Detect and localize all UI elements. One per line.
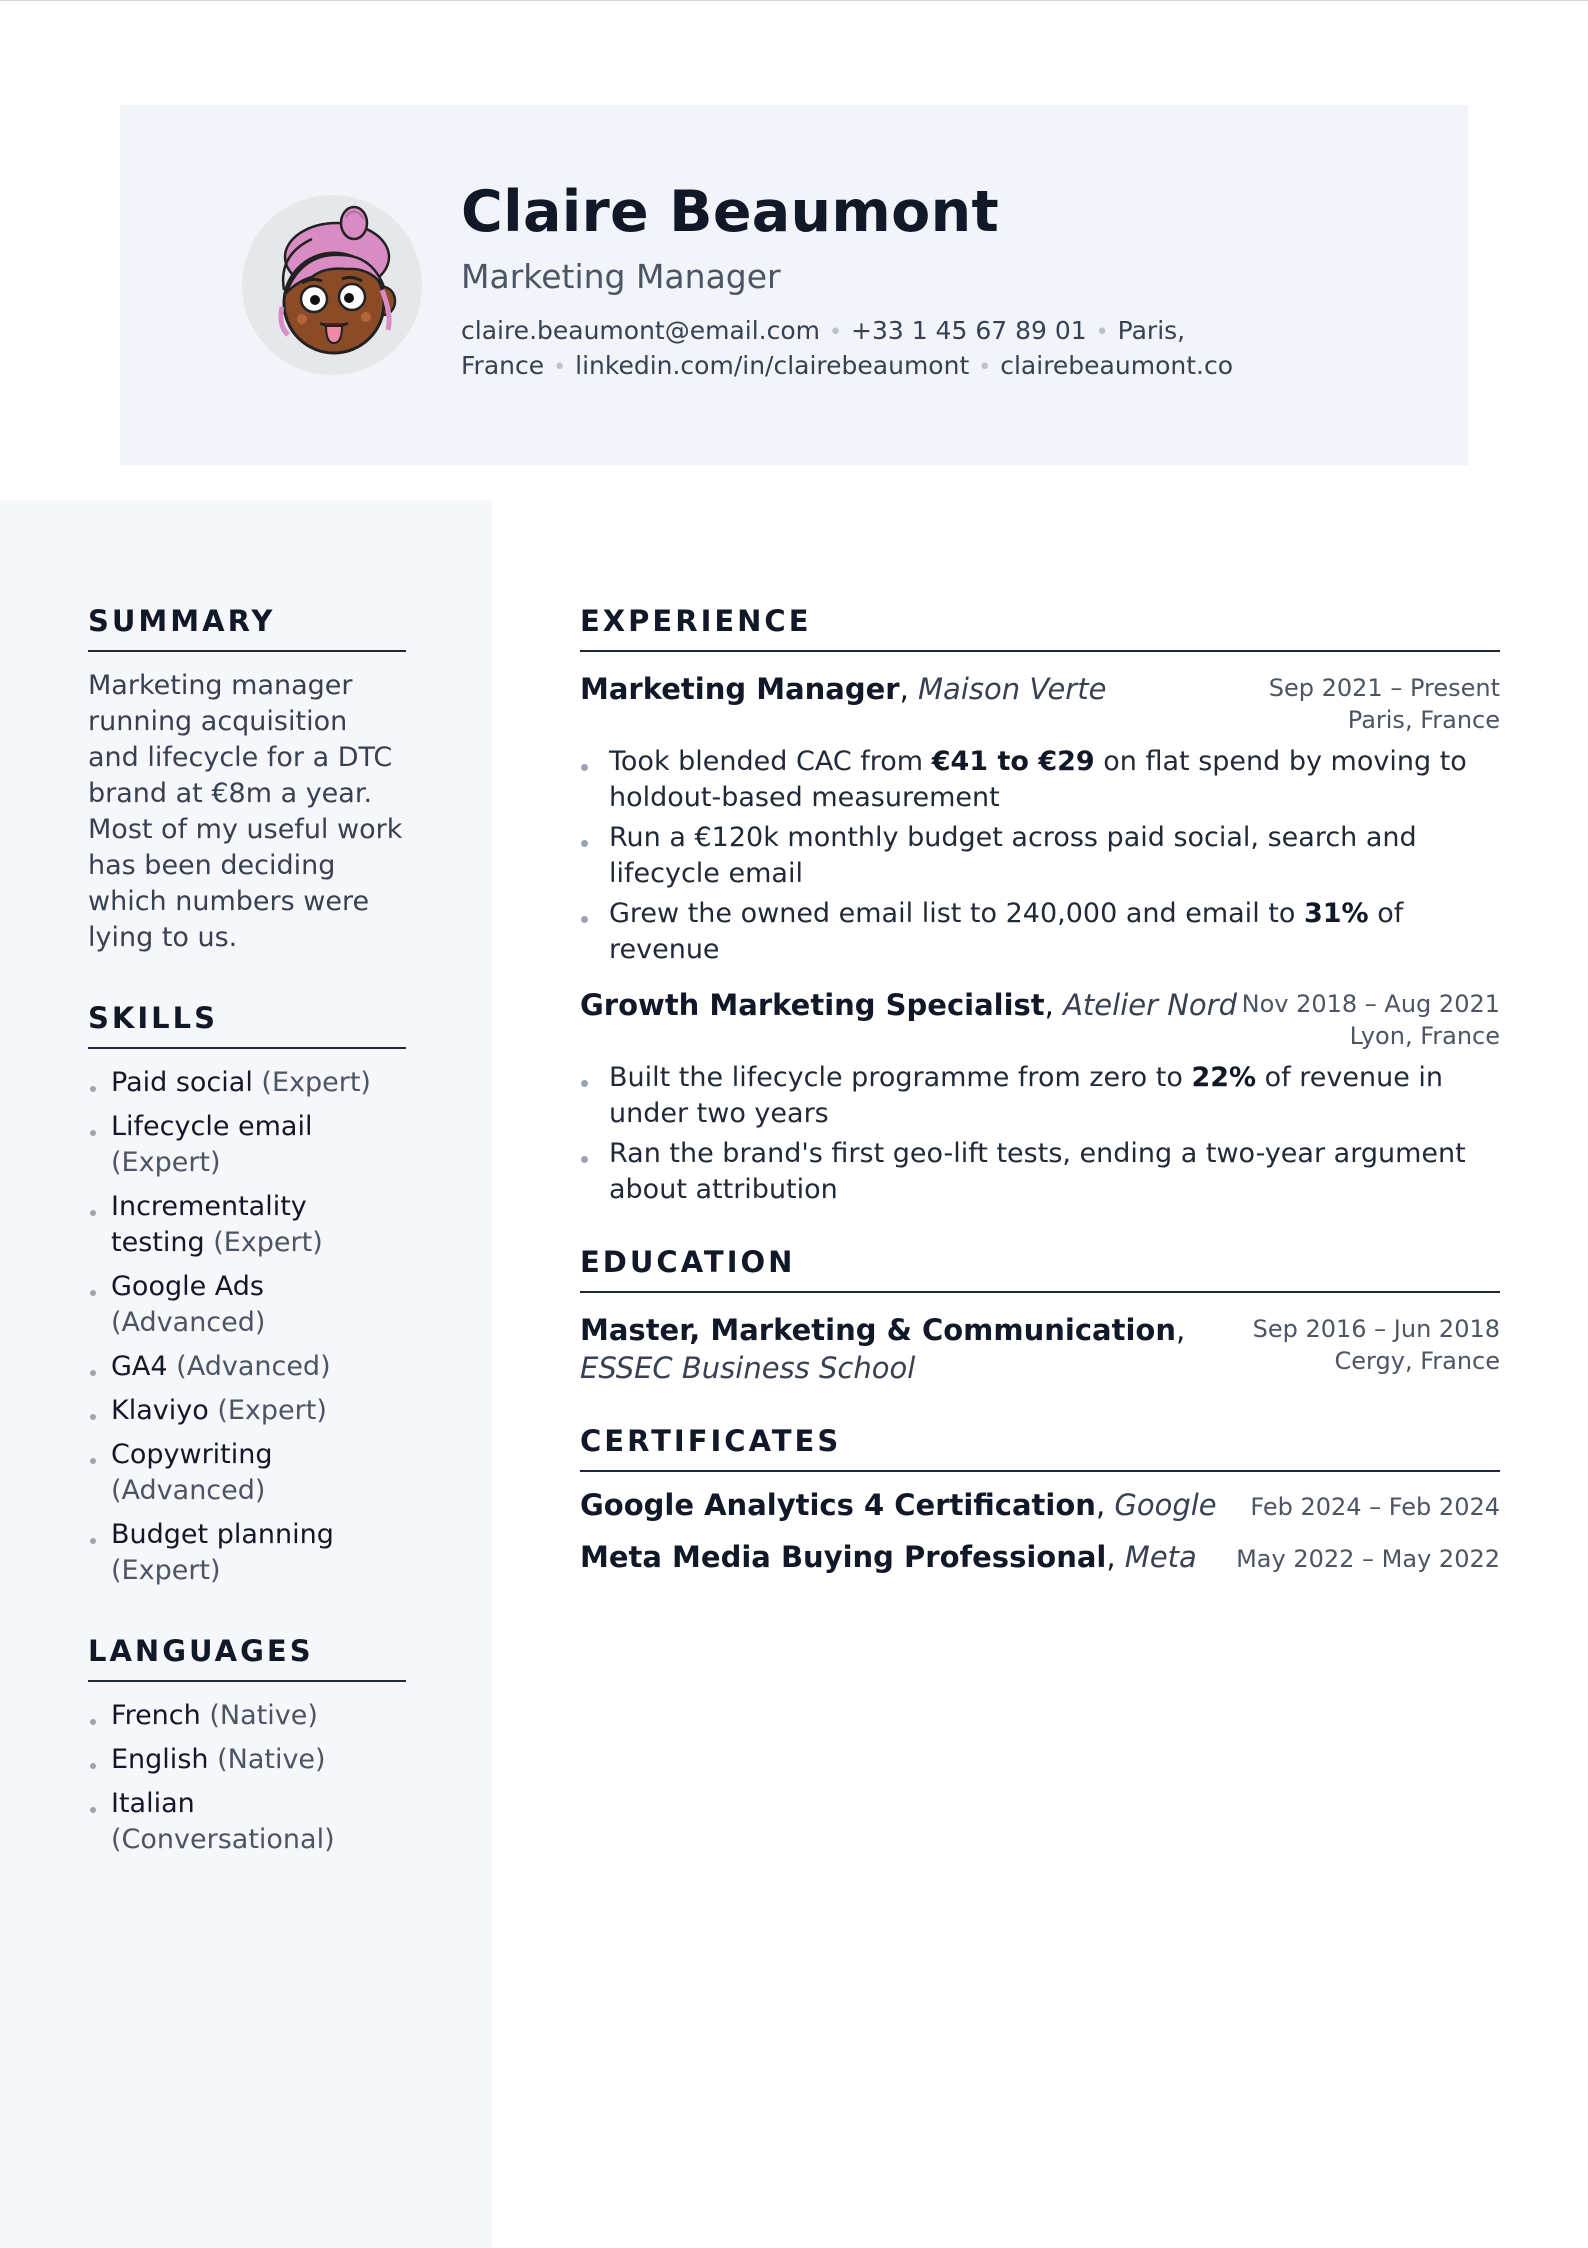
avatar-illustration [242,195,422,375]
linkedin-link[interactable]: linkedin.com/in/clairebeaumont [575,351,970,380]
skill-name: Budget planning [111,1519,334,1550]
education-title-line: Master, Marketing & Communication, ESSEC Business School [580,1313,1186,1385]
job-achievements [580,744,1500,968]
summary-section [88,604,406,956]
skills-list [88,1065,406,1589]
achievement-item: Built the lifecycle programme from zero to 22% of revenue in under two years [580,1060,1500,1132]
skill-item [88,1349,406,1385]
section-title-skills: SKILLS [88,1004,406,1049]
school-name: ESSEC Business School [580,1351,916,1385]
website-link[interactable]: clairebeaumont.co [1000,351,1233,380]
skill-item [88,1437,406,1509]
education-section [580,1245,1500,1387]
skill-level: (Expert) [261,1067,371,1098]
skill-item [88,1393,406,1429]
section-title-certificates: CERTIFICATES [580,1427,1500,1472]
language-name: Italian [111,1788,195,1819]
skill-item [88,1269,406,1341]
education-entry [580,1311,1500,1387]
job-achievements [580,1060,1500,1208]
job-company: Atelier Nord [1063,988,1238,1022]
education-meta [1253,1313,1500,1377]
job-position: Growth Marketing Specialist [580,988,1045,1022]
certificate-dates: May 2022 – May 2022 [1236,1545,1500,1573]
language-level: (Conversational) [111,1824,335,1855]
language-item [88,1742,406,1778]
location-text: Paris, France [461,316,1186,380]
job-location: Lyon, France [1349,1022,1500,1050]
job-meta [1242,988,1500,1052]
language-item [88,1786,406,1858]
summary-text: Marketing manager running acquisition and lifecycle for a DTC brand at €8m a year. Most of my useful work has been deciding which numbers were lying to us. [88,670,403,953]
skill-name: Lifecycle email [111,1111,313,1142]
education-dates: Sep 2016 – Jun 2018 [1252,1315,1500,1343]
certificate-entry [580,1486,1500,1524]
main-content [580,604,1500,1616]
separator-dot: • [553,355,567,380]
cartoon-avatar-icon [242,195,422,375]
language-level: (Native) [209,1700,318,1731]
skill-level: (Advanced) [111,1307,266,1338]
section-title-education: EDUCATION [580,1248,1500,1293]
job-dates: Sep 2021 – Present [1268,674,1500,702]
skill-level: (Expert) [213,1227,323,1258]
job-entry [580,986,1500,1208]
section-title-languages: LANGUAGES [88,1637,406,1682]
skill-level: (Expert) [111,1555,221,1586]
skill-name: GA4 [111,1351,168,1382]
phone-number: +33 1 45 67 89 01 [851,316,1087,345]
certificate-name: Google Analytics 4 Certification [580,1488,1096,1522]
education-location: Cergy, France [1334,1347,1500,1375]
achievement-item: Took blended CAC from €41 to €29 on flat spend by moving to holdout-based measurement [580,744,1500,816]
sidebar-content [88,604,406,1866]
certificate-issuer: Google [1114,1488,1217,1522]
separator-dot: • [829,320,842,345]
achievement-item: Grew the owned email list to 240,000 and email to 31% of revenue [580,896,1500,968]
candidate-role: Marketing Manager [461,257,781,296]
section-title-summary: SUMMARY [88,607,406,652]
languages-section [88,1634,406,1858]
certificate-title-line: Google Analytics 4 Certification, Google [580,1488,1217,1522]
job-title-line: Growth Marketing Specialist, Atelier Nord [580,988,1238,1022]
top-divider [0,0,1588,1]
skill-level: (Advanced) [111,1475,266,1506]
certificate-dates: Feb 2024 – Feb 2024 [1250,1493,1500,1521]
job-company: Maison Verte [918,672,1107,706]
achievement-item: Ran the brand's first geo-lift tests, ending a two-year argument about attribution [580,1136,1500,1208]
certificate-issuer: Meta [1124,1540,1197,1574]
language-item [88,1698,406,1734]
skill-item [88,1189,406,1261]
skill-name: Paid social [111,1067,253,1098]
skill-name: Copywriting [111,1439,273,1470]
certificate-name: Meta Media Buying Professional [580,1540,1107,1574]
candidate-name: Claire Beaumont [461,179,1000,245]
language-level: (Native) [217,1744,326,1775]
skill-name: Incrementality testing [111,1191,307,1258]
skill-level: (Expert) [217,1395,327,1426]
job-position: Marketing Manager [580,672,900,706]
certificate-title-line: Meta Media Buying Professional, Meta [580,1540,1197,1574]
achievement-item: Run a €120k monthly budget across paid social, search and lifecycle email [580,820,1500,892]
skill-item [88,1109,406,1181]
skill-level: (Advanced) [176,1351,331,1382]
contact-info [461,314,1281,384]
skill-level: (Expert) [111,1147,221,1178]
email-link[interactable]: claire.beaumont@email.com [461,316,821,345]
job-entry [580,670,1500,968]
section-title-experience: EXPERIENCE [580,607,1500,652]
experience-section [580,604,1500,1208]
certificates-section [580,1424,1500,1576]
skill-name: Klaviyo [111,1395,209,1426]
language-name: French [111,1700,201,1731]
skill-item [88,1065,406,1101]
skills-section [88,1001,406,1589]
job-meta [1269,672,1500,736]
language-name: English [111,1744,209,1775]
job-dates: Nov 2018 – Aug 2021 [1241,990,1500,1018]
separator-dot: • [1095,320,1109,345]
job-title-line: Marketing Manager, Maison Verte [580,672,1107,706]
job-location: Paris, France [1347,706,1500,734]
languages-list [88,1698,406,1858]
skill-item [88,1517,406,1589]
separator-dot: • [978,355,992,380]
skill-name: Google Ads [111,1271,264,1302]
certificate-entry [580,1538,1500,1576]
degree-name: Master, Marketing & Communication [580,1313,1176,1347]
